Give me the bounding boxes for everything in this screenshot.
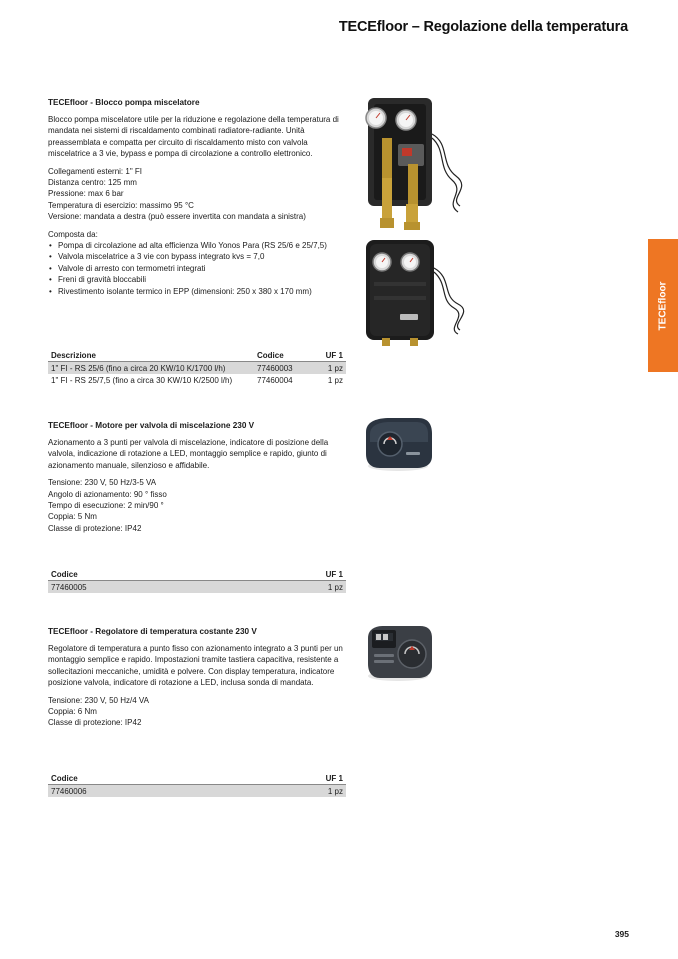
page-title: TECEfloor – Regolazione della temperatura [338,19,628,35]
table-row [48,581,346,594]
column-header: Codice [51,774,78,783]
chapter-tab [648,239,678,372]
list-item: • Valvola miscelatrice a 3 vie con bypass integrato kvs = 7,0 [48,251,348,262]
column-header: Codice [257,351,284,360]
table-cell: 77460004 [257,375,293,385]
column-header: UF 1 [325,774,343,783]
table-cell: 1" FI - RS 25/6 (fino a circa 20 KW/10 K/1700 l/h) [48,362,254,375]
table-cell: 77460006 [48,785,239,798]
spec-line: Tempo di esecuzione: 2 min/90 ° [48,501,164,511]
product-table-valve-motor [48,567,346,593]
page-number: 395 [614,929,629,939]
list-item: • Freni di gravità bloccabili [48,274,348,285]
pump-block-insulated-image [360,238,466,348]
product-table-temperature-controller [48,771,346,797]
spec-line: Collegamenti esterni: 1" FI [48,166,142,176]
table-row [48,785,346,798]
pump-block-open-image [360,94,466,240]
chapter-tab-label: TECEfloor [657,281,669,330]
valve-motor-image [360,414,436,474]
spec-line: Classe di protezione: IP42 [48,718,142,728]
table-cell: 77460003 [254,362,315,375]
product-section-pump-block [48,98,348,297]
list-item: • Pompa di circolazione ad alta efficienza Wilo Yonos Para (RS 25/6 e 25/7,5) [48,240,348,251]
column-header: Codice [51,570,78,579]
section-title: TECEfloor - Blocco pompa miscelatore [48,98,200,107]
spec-line: Angolo di azionamento: 90 ° fisso [48,489,167,499]
column-header: UF 1 [325,570,343,579]
product-table-pump-block [48,348,346,386]
spec-line: Coppia: 6 Nm [48,707,97,717]
spec-line: Versione: mandata a destra (può essere invertita con mandata a sinistra) [48,212,306,222]
table-row [48,362,346,375]
spec-list [48,166,348,223]
column-header: Descrizione [51,351,96,360]
table-cell: 1 pz [327,375,343,385]
table-cell: 1" FI - RS 25/7,5 (fino a circa 30 KW/10 K/2500 l/h) [51,375,233,385]
table-cell: 1 pz [239,581,346,594]
spec-line: Pressione: max 6 bar [48,189,124,199]
spec-line: Classe di protezione: IP42 [48,523,142,533]
spec-line: Coppia: 5 Nm [48,512,97,522]
product-section-temperature-controller [48,627,348,735]
table-cell: 1 pz [239,785,346,798]
spec-line: Temperatura di esercizio: massimo 95 °C [48,200,194,210]
list-item: • Valvole di arresto con termometri integrati [48,263,348,274]
composition-list [48,240,348,297]
table-cell: 77460005 [48,581,239,594]
section-description: Azionamento a 3 punti per valvola di miscelazione, indicatore di posizione della valvola, indicazione di rotazione a LED, montaggio semplice e rapido, giunto di azionamento manuale, silenzioso e affidabile. [48,438,329,470]
spec-list [48,477,348,534]
temperature-controller-image [360,622,436,682]
spec-line: Tensione: 230 V, 50 Hz/4 VA [48,695,149,705]
section-title: TECEfloor - Regolatore di temperatura costante 230 V [48,627,257,636]
composition-heading: Composta da: [48,229,98,239]
column-header: UF 1 [325,351,343,360]
table-cell: 1 pz [315,362,346,375]
section-description: Regolatore di temperatura a punto fisso con azionamento integrato a 3 punti per un montaggio semplice e rapido. Impostazioni tramite tastiera capacitiva, resistente a sollecitazioni meccaniche, umidità e polvere. Con display temperatura, indicatore posizione valvola, indicatore di rotazione a LED, inclusa sonda di mandata. [48,644,343,688]
section-description: Blocco pompa miscelatore utile per la riduzione e regolazione della temperatura di mandata nei sistemi di riscaldamento combinati radiatore-radiante. Unità preassemblata e compatta per circuito di riscaldamento misto con valvola miscelatrice a 3 vie, bypass e pompa di circolazione a controllo elettronico. [48,115,339,159]
product-section-valve-motor [48,421,348,540]
table-row [48,374,346,386]
list-item: • Rivestimento isolante termico in EPP (dimensioni: 250 x 380 x 170 mm) [48,286,348,297]
spec-line: Distanza centro: 125 mm [48,178,137,188]
spec-line: Tensione: 230 V, 50 Hz/3-5 VA [48,478,157,488]
section-title: TECEfloor - Motore per valvola di miscelazione 230 V [48,421,255,430]
spec-list [48,695,348,729]
